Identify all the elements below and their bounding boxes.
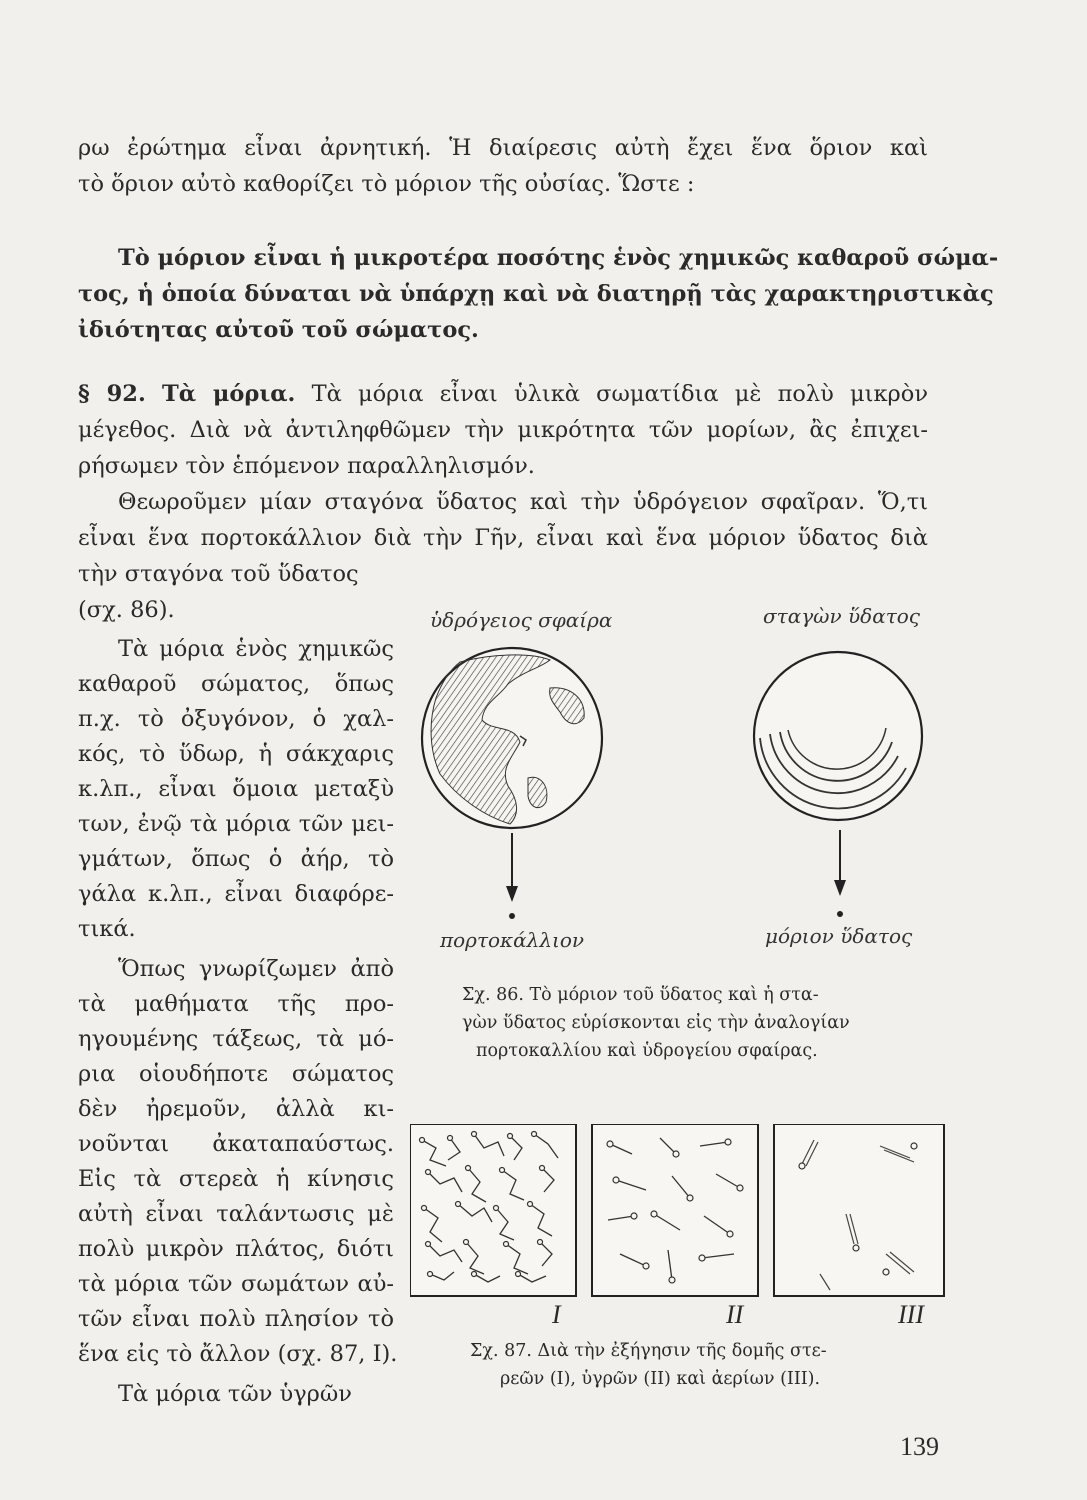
column-line: τὰ μόρια τῶν σωμάτων αὐ- <box>78 1271 394 1297</box>
column-line: Ὅπως γνωρίζωμεν ἀπὸ <box>118 956 394 982</box>
column-line: τὰ μαθήματα τῆς προ- <box>78 991 394 1017</box>
arrow-drop <box>834 830 846 917</box>
column-line: καθαροῦ σώματος, ὅπως <box>78 671 394 697</box>
solid-panel <box>410 1124 576 1296</box>
arrow-earth <box>506 833 518 919</box>
column-line: νοῦνται ἀκαταπαύστως. <box>78 1131 394 1157</box>
section-text: Τὰ μόρια εἶναι ὑλικὰ σωματίδια μὲ πολὺ μικρὸν <box>311 381 929 407</box>
text-line: ρήσωμεν τὸν ἑπόμενον παραλληλισμόν. <box>78 453 535 479</box>
gas-panel <box>774 1124 944 1296</box>
panel-label-liquid: II <box>726 1300 744 1329</box>
page-number: 139 <box>900 1432 939 1461</box>
text-line: τὴν σταγόνα τοῦ ὕδατος <box>78 561 359 587</box>
figure-87-caption-line: Σχ. 87. Διὰ τὴν ἐξήγησιν τῆς δομῆς στε- <box>470 1341 827 1361</box>
figure-86-caption-line: γὼν ὕδατος εὑρίσκονται εἰς τὴν ἀναλογίαν <box>462 1013 850 1033</box>
earth-globe <box>422 648 602 828</box>
liquid-panel <box>592 1124 758 1296</box>
column-line: ηγουμένης τάξεως, τὰ μό- <box>78 1026 394 1052</box>
column-line: κ.λπ., εἶναι ὅμοια μεταξὺ <box>78 776 394 802</box>
definition-line: τος, ἡ ὁποία δύναται νὰ ὑπάρχῃ καὶ νὰ διατηρῇ τὰς χαρακτηριστικὰς <box>78 281 994 307</box>
column-line: γάλα κ.λπ., εἶναι διαφόρε- <box>78 881 394 907</box>
text-line: μέγεθος. Διὰ νὰ ἀντιληφθῶμεν τὴν μικρότητα τῶν μορίων, ἂς ἐπιχει- <box>78 417 928 443</box>
column-line: κός, τὸ ὕδωρ, ἡ σάκχαρις <box>78 741 394 767</box>
column-line: ρια οἱουδήποτε σώματος <box>78 1061 394 1087</box>
panel-label-gas: III <box>898 1300 924 1329</box>
figure-87-drawing <box>410 1124 946 1304</box>
column-line: δὲν ἠρεμοῦν, ἀλλὰ κι- <box>78 1096 394 1122</box>
column-line: γμάτων, ὅπως ὁ ἀήρ, τὸ <box>78 846 394 872</box>
definition-line: ἰδιότητας αὐτοῦ τοῦ σώματος. <box>78 317 479 343</box>
figure-86-caption-line: πορτοκαλλίου καὶ ὑδρογείου σφαίρας. <box>476 1041 818 1061</box>
column-line: Εἰς τὰ στερεὰ ἡ κίνησις <box>78 1166 394 1192</box>
column-line: ἕνα εἰς τὸ ἄλλον (σχ. 87, I). <box>78 1341 398 1367</box>
text-line: εἶναι ἕνα πορτοκάλλιον διὰ τὴν Γῆν, εἶναι καὶ ἕνα μόριον ὕδατος διὰ <box>78 525 928 551</box>
water-drop <box>754 652 922 820</box>
definition-line: Τὸ μόριον εἶναι ἡ μικροτέρα ποσότης ἑνὸς χημικῶς καθαροῦ σώμα- <box>118 245 999 271</box>
column-line: των, ἐνῷ τὰ μόρια τῶν μει- <box>78 811 394 837</box>
label-earth: ὑδρόγειος σφαίρα <box>430 608 613 632</box>
section-heading-line <box>78 376 928 412</box>
figure-86-drawing <box>400 628 940 948</box>
label-molecule: μόριον ὕδατος <box>765 924 913 948</box>
column-line: πολὺ μικρὸν πλάτος, διότι <box>78 1236 394 1262</box>
column-line: τικά. <box>78 916 136 942</box>
text-line: ρω ἐρώτημα εἶναι ἀρνητική. Ἡ διαίρεσις αὐτὴ ἔχει ἕνα ὅριον καὶ <box>78 135 928 161</box>
figure-87-caption-line: ρεῶν (Ι), ὑγρῶν (ΙΙ) καὶ ἀερίων (ΙΙΙ). <box>500 1369 821 1389</box>
panel-label-solid: I <box>552 1300 561 1329</box>
section-title: Τὰ μόρια. <box>161 381 296 407</box>
text-line: (σχ. 86). <box>78 597 175 623</box>
text-line: Θεωροῦμεν μίαν σταγόνα ὕδατος καὶ τὴν ὑδρόγειον σφαῖραν. Ὅ,τι <box>118 489 928 515</box>
column-line: τῶν εἶναι πολὺ πλησίον τὸ <box>78 1306 394 1332</box>
section-number: § 92. <box>78 381 146 407</box>
column-line: Τὰ μόρια ἑνὸς χημικῶς <box>118 636 394 662</box>
figure-86-caption-line: Σχ. 86. Τὸ μόριον τοῦ ὕδατος καὶ ἡ στα- <box>462 985 819 1005</box>
column-line: αὐτὴ εἶναι ταλάντωσις μὲ <box>78 1201 394 1227</box>
label-orange: πορτοκάλλιον <box>440 928 585 952</box>
column-line: π.χ. τὸ ὀξυγόνον, ὁ χαλ- <box>78 706 394 732</box>
text-line: τὸ ὅριον αὐτὸ καθορίζει τὸ μόριον τῆς οὐσίας. Ὥστε : <box>78 171 695 197</box>
label-drop: σταγὼν ὕδατος <box>763 604 921 628</box>
column-line: Τὰ μόρια τῶν ὑγρῶν <box>118 1381 352 1407</box>
